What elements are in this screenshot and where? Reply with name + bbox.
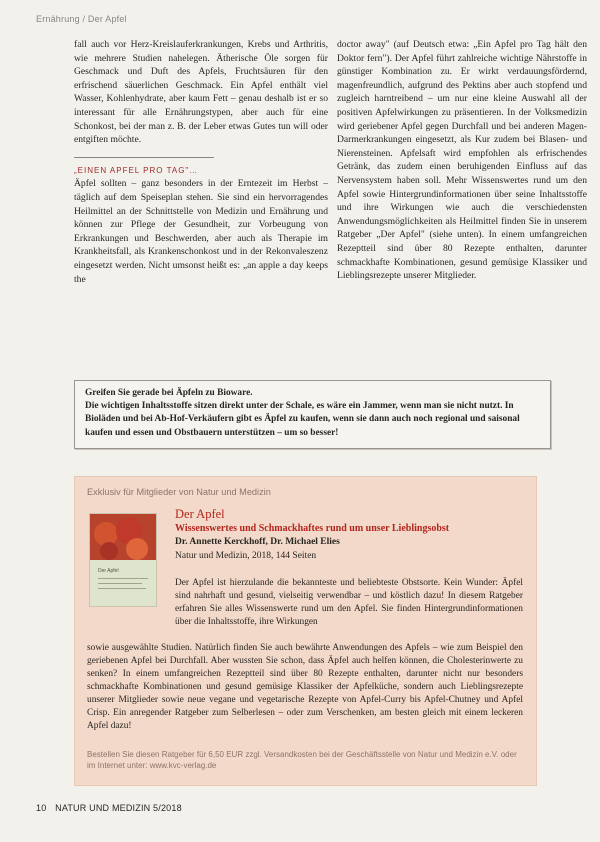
book-authors: Dr. Annette Kerckhoff, Dr. Michael Elies: [175, 537, 340, 547]
right-column: [337, 38, 587, 283]
right-paragraph: doctor away" (auf Deutsch etwa: „Ein Apfel pro Tag hält den Doktor fern"). Der Apfel führt zahlreiche wichtige Nährstoffe in günstiger Kombination zu. Er wirkt verdauungsfördernd, magenfreundlich, aufgrund des Pektins aber auch stopfend und zugleich harntreibend – um nur eine kleine Auswahl all der positiven Apfelwirkungen zu präsentieren. In der Volksmedizin wird geriebener Apfel gegen Durchfall und bei anderen Magen-Darmerkrankungen eingesetzt, als Kur zudem bei Blasen- und Nierensteinen. Apfelsaft wird empfohlen als erfrischendes Getränk, das zudem einen beruhigenden Einfluss auf das Nervensystem haben soll. Mehr Wissenswertes rund um den Apfel sowie Hintergrundinformationen über seine Inhaltsstoffe und ihre Wirkungen wie auch die verschiedensten Anwendungsmöglichkeiten als Heilmittel finden Sie in unserem Ratgeber „Der Apfel" (siehe unten). In einem umfangreichen Rezeptteil sind über 80 Rezepte enthalten, darunter schmackhafte Kombinationen, gesund gemüsige Klassiker und Lieblingsrezepte unserer Mitglieder.: [337, 39, 587, 282]
page-footer: [36, 803, 182, 813]
left-paragraph-2: Äpfel sollten – ganz besonders in der Erntezeit im Herbst – täglich auf dem Speiseplan stehen. Sie sind ein hervorragendes Heilmittel an der Schnittstelle von Medizin und Ernährung und können zur Pflege der Gesundheit, zur Vorbeugung von Erkrankungen und Beschwerden, aber auch als Therapie im Krankheitsfall, als Krankenschonkost und in der Rekonvaleszenz eingesetzt werden. Nicht umsonst heißt es: „an apple a day keeps the: [74, 178, 328, 285]
order-info: Bestellen Sie diesen Ratgeber für 6,50 EUR zzgl. Versandkosten bei der Geschäftsstelle von Natur und Medizin e.V. oder im Internet unter: www.kvc-verlag.de: [87, 750, 517, 770]
left-column: [74, 38, 328, 286]
page-number: 10: [36, 803, 47, 813]
section-subheading: „EINEN APFEL PRO TAG"…: [74, 165, 199, 175]
apple-icon: [126, 538, 148, 560]
book-promo-box: [74, 476, 537, 786]
tip-box: [74, 380, 551, 449]
left-paragraph-1: fall auch vor Herz-Kreislauferkrankungen, Krebs und Arthritis, wie mehrere Studien nahelegen. Ätherische Öle sorgen für Geschmack und Duft des Apfels, Fruchtsäuren für den erfrischend säuerlichen Geschmack. Ein Apfel enthält viel Wasser, Kohlenhydrate, aber kaum Fett – genau deshalb ist er so interessant für alle Ernährungstypen, aber auch für eine Schonkost, bei der man z. B. der Leber etwas Gutes tun will oder entgiften möchte.: [74, 39, 328, 146]
book-subtitle: Wissenswertes und Schmackhaftes rund um unser Lieblingsobst: [175, 523, 450, 534]
running-head: Ernährung / Der Apfel: [36, 14, 127, 24]
cover-title: Der Apfel: [98, 568, 119, 574]
book-description-1: Der Apfel ist hierzulande die bekannteste und beliebteste Obstsorte. Kein Wunder: Äpfel sind nahrhaft und gesund, vielseitig verwendbar – und köstlich dazu! In diesem Ratgeber erfahren Sie alles Wissenswerte rund um den Apfel. Sie finden Hintergrundinformationen über die Inhaltsstoffe, ihre Wirkungen: [175, 578, 523, 627]
magazine-issue: NATUR UND MEDIZIN 5/2018: [55, 803, 182, 813]
section-divider: [74, 157, 214, 158]
cover-line: [98, 588, 146, 589]
cover-line: [98, 578, 148, 579]
apple-photo: [90, 514, 156, 560]
book-title: Der Apfel: [175, 507, 225, 521]
cover-line: [98, 583, 142, 584]
tip-heading: Greifen Sie gerade bei Äpfeln zu Bioware.: [85, 388, 253, 398]
book-cover-image: [89, 513, 157, 607]
book-description-2: sowie ausgewählte Studien. Natürlich finden Sie auch bewährte Anwendungen des Apfels – wie zum Beispiel den geriebenen Apfel bei Durchfall. Aber wussten Sie schon, dass Äpfel auch helfen können, die Cholesterinwerte zu senken? In einem umfangreichen Rezeptteil sind über 80 Rezepte enthalten, darunter nicht nur besonders schmackhafte Kombinationen und gesund gemüsige Klassiker der Apfelküche, sondern auch Lieblingsrezepte unserer Mitglieder sowie neue vegane und vegetarische Rezepte von Apfel-Curry bis Apfel-Chutney und Apfel Crisp. Ein anregender Ratgeber zum Selberlesen – oder zum Verschenken, am besten gleich mit einem leckeren Apfel dazu!: [87, 643, 523, 731]
book-publication: Natur und Medizin, 2018, 144 Seiten: [175, 551, 317, 561]
apple-icon: [100, 542, 118, 560]
exclusive-label: Exklusiv für Mitglieder von Natur und Medizin: [87, 487, 271, 497]
tip-text: Die wichtigen Inhaltsstoffe sitzen direkt unter der Schale, es wäre ein Jammer, wenn man sie nicht nutzt. In Bioläden und bei Ab-Hof-Verkäufern gibt es Äpfel zu kaufen, wenn sie dann auch noch regional und saisonal kaufen und essen und Obstbauern unterstützen – um so besser!: [85, 401, 520, 438]
